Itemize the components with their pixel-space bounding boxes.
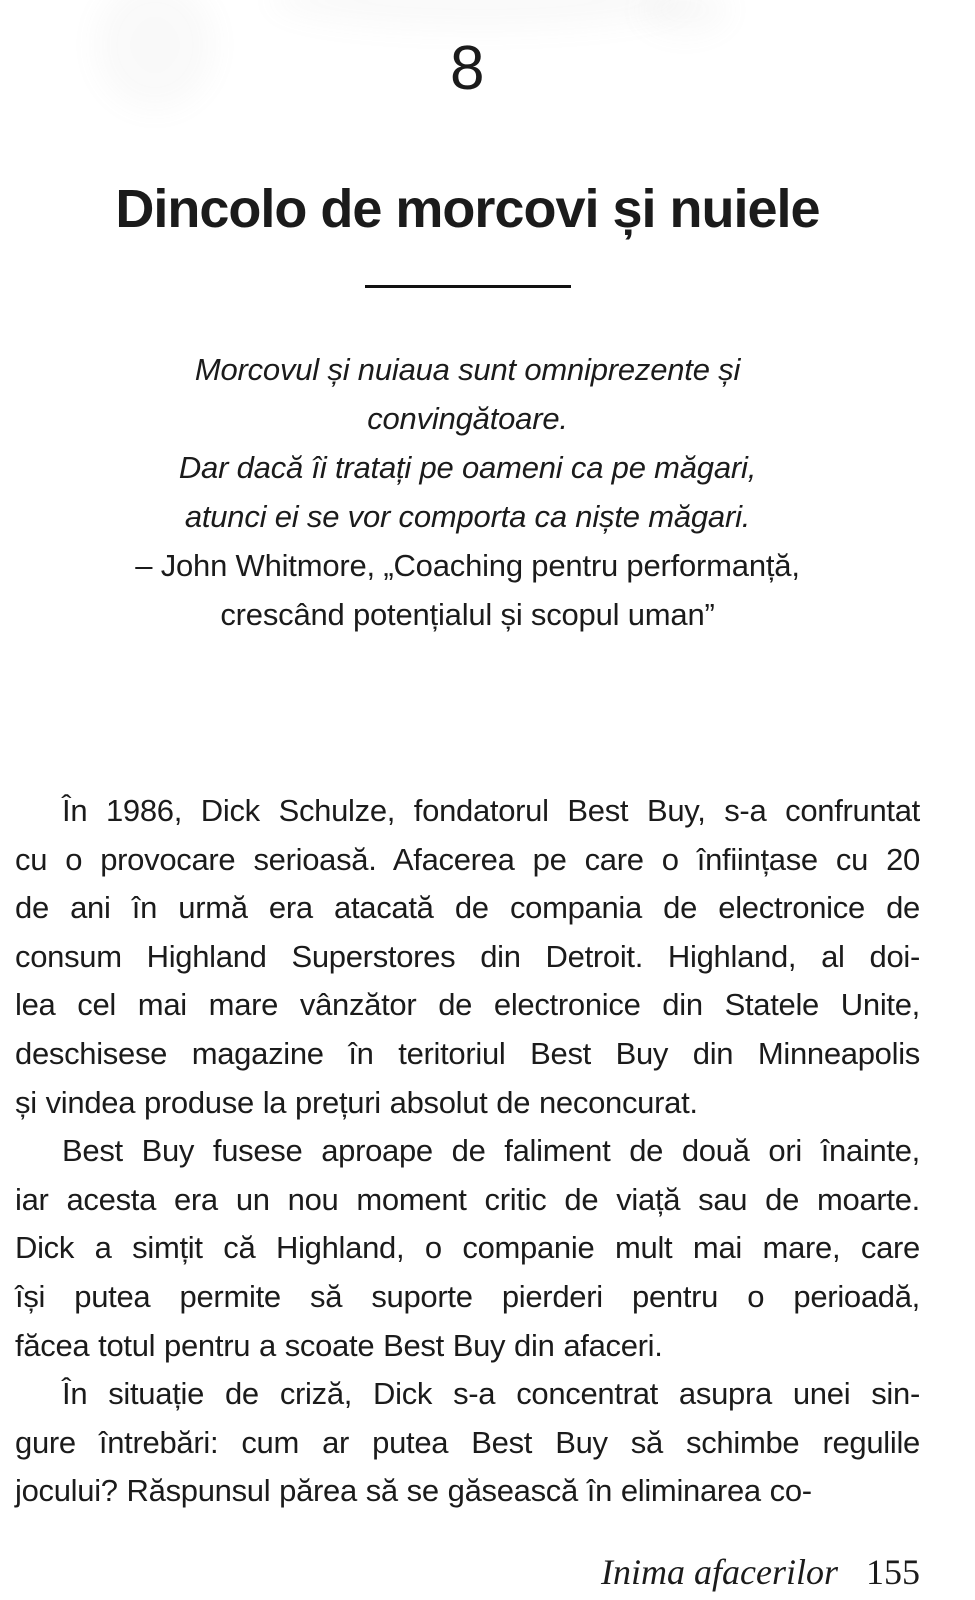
body-line: deschisese magazine în teritoriul Best Buy din Minneapolis xyxy=(15,1035,920,1071)
body-line: își putea permite să suporte pierderi pentru o perioadă, xyxy=(15,1278,920,1314)
page-number: 155 xyxy=(866,1551,920,1592)
chapter-title: Dincolo de morcovi și nuiele xyxy=(115,179,820,239)
body-line: iar acesta era un nou moment critic de viață sau de moarte. xyxy=(15,1181,920,1217)
body-paragraph xyxy=(15,1127,920,1370)
body-line: Best Buy fusese aproape de faliment de două ori înainte, xyxy=(62,1133,920,1169)
body-line: consum Highland Superstores din Detroit. Highland, al doi- xyxy=(15,938,920,974)
body-paragraph xyxy=(15,1370,920,1516)
body-line: jocului? Răspunsul părea să se găsească în eliminarea co- xyxy=(15,1473,812,1509)
scan-smudge xyxy=(640,0,730,35)
epigraph-quote-line: atunci ei se vor comporta ca niște măgari. xyxy=(184,499,751,534)
body-line: În situație de criză, Dick s-a concentrat asupra unei sin- xyxy=(62,1376,920,1412)
epigraph xyxy=(15,345,920,639)
body-line: lea cel mai mare vânzător de electronice din Statele Unite, xyxy=(15,987,920,1023)
chapter-number: 8 xyxy=(450,34,485,103)
epigraph-attribution-line: crescând potențialul și scopul uman” xyxy=(220,597,715,632)
body-line: În 1986, Dick Schulze, fondatorul Best Buy, s-a confruntat xyxy=(62,793,920,828)
body-line: de ani în urmă era atacată de compania de electronice de xyxy=(15,890,920,926)
body-line: cu o provocare serioasă. Afacerea pe care o înființase cu 20 xyxy=(15,841,920,877)
running-book-title: Inima afacerilor xyxy=(601,1551,838,1592)
page-footer xyxy=(15,1552,920,1592)
body-line: Dick a simțit că Highland, o companie mult mai mare, care xyxy=(15,1230,920,1266)
body-text xyxy=(15,787,920,1516)
body-line: făcea totul pentru a scoate Best Buy din afaceri. xyxy=(15,1327,663,1363)
epigraph-attribution-line: – John Whitmore, „Coaching pentru performanță, xyxy=(135,548,800,583)
body-line: gure întrebări: cum ar putea Best Buy să schimbe regulile xyxy=(15,1424,920,1460)
body-paragraph xyxy=(15,787,920,1127)
epigraph-quote-line: Morcovul și nuiaua sunt omniprezente și xyxy=(194,352,741,387)
body-line: și vindea produse la prețuri absolut de neconcurat. xyxy=(15,1084,698,1120)
epigraph-quote-line: Dar dacă îi tratați pe oameni ca pe măgari, xyxy=(178,450,757,485)
title-divider xyxy=(365,285,571,288)
scan-smudge xyxy=(270,0,690,30)
epigraph-quote-line: convingătoare. xyxy=(367,401,568,436)
